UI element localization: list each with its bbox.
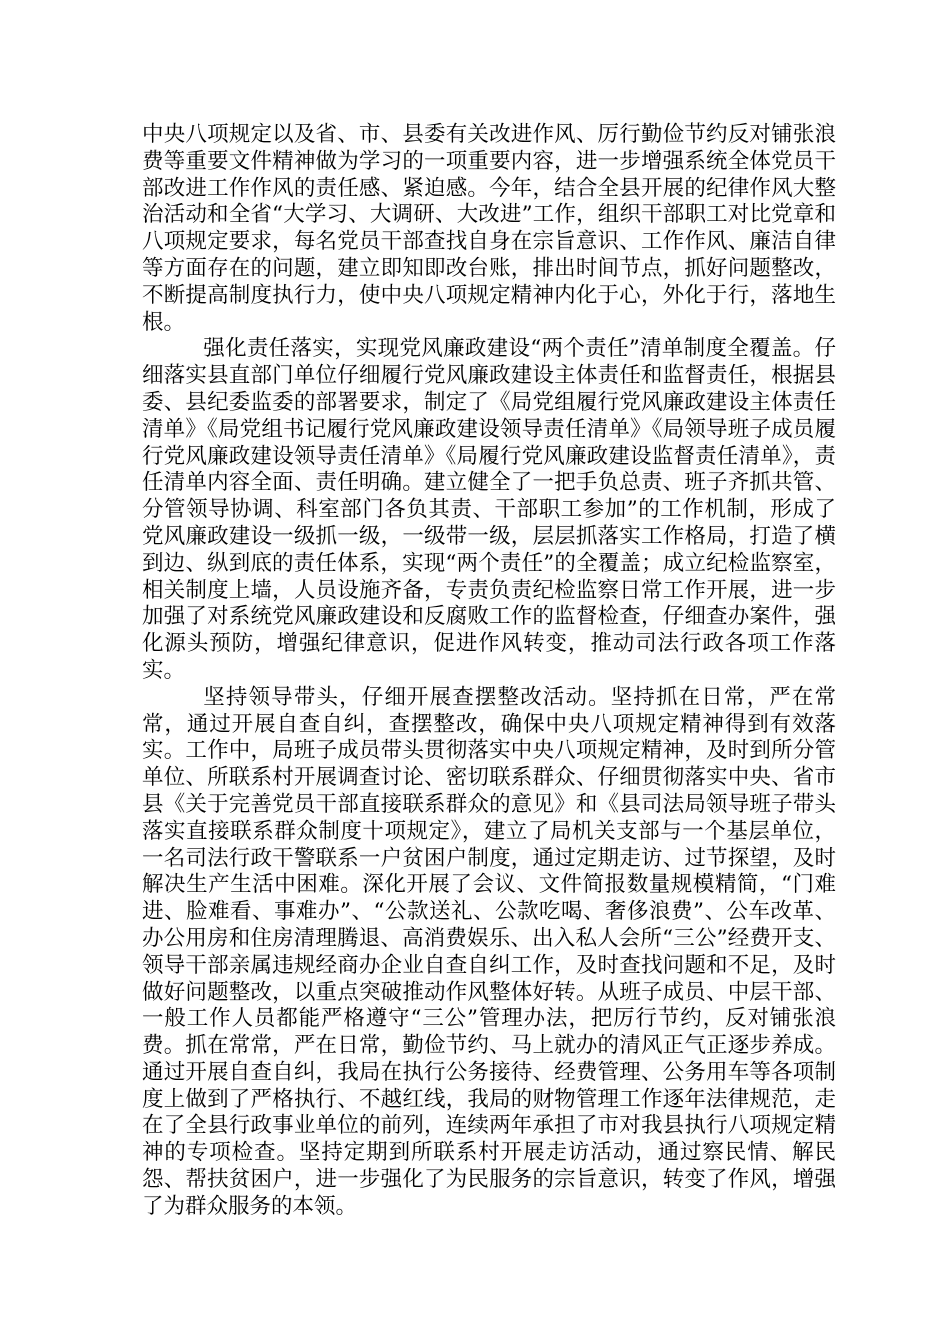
paragraph-study-central-regulations: 中央八项规定以及省、市、县委有关改进作风、厉行勤俭节约反对铺张浪费等重要文件精神做为学习的一项重要内容，进一步增强系统全体党员干部改进工作作风的责任感、紧迫感。今年，结合全县开展的纪律作风大整治活动和全省“大学习、大调研、大改进”工作，组织干部职工对比党章和八项规定要求，每名党员干部查找自身在宗旨意识、工作作风、廉洁自律等方面存在的问题，建立即知即改台账，排出时间节点，抓好问题整改，不断提高制度执行力，使中央八项规定精神内化于心，外化于行，落地生根。 — [142, 122, 836, 335]
paragraph-responsibility-implementation: 强化责任落实，实现党风廉政建设“两个责任”清单制度全覆盖。仔细落实县直部门单位仔细履行党风廉政建设主体责任和监督责任，根据县委、县纪委监委的部署要求，制定了《局党组履行党风廉政建设主体责任清单》《局党组书记履行党风廉政建设领导责任清单》《局领导班子成员履行党风廉政建设领导责任清单》《局履行党风廉政建设监督责任清单》，责任清单内容全面、责任明确。建立健全了一把手负总责、班子齐抓共管、分管领导协调、科室部门各负其责、干部职工参加”的工作机制，形成了党风廉政建设一级抓一级，一级带一级，层层抓落实工作格局，打造了横到边、纵到底的责任体系，实现“两个责任”的全覆盖；成立纪检监察室，相关制度上墙，人员设施齐备，专责负责纪检监察日常工作开展，进一步加强了对系统党风廉政建设和反腐败工作的监督检查，仔细查办案件，强化源头预防，增强纪律意识，促进作风转变，推动司法行政各项工作落实。 — [142, 336, 836, 683]
document-body — [142, 122, 836, 1221]
paragraph-leadership-rectification: 坚持领导带头，仔细开展查摆整改活动。坚持抓在日常，严在常常，通过开展自查自纠，查摆整改，确保中央八项规定精神得到有效落实。工作中，局班子成员带头贯彻落实中央八项规定精神，及时到所分管单位、所联系村开展调查讨论、密切联系群众、仔细贯彻落实中央、省市县《关于完善党员干部直接联系群众的意见》和《县司法局领导班子带头落实直接联系群众制度十项规定》，建立了局机关支部与一个基层单位，一名司法行政干警联系一户贫困户制度，通过定期走访、过节探望，及时解决生产生活中困难。深化开展了会议、文件简报数量规模精简，“门难进、脸难看、事难办”、“公款送礼、公款吃喝、奢侈浪费”、公车改革、办公用房和住房清理腾退、高消费娱乐、出入私人会所“三公”经费开支、领导干部亲属违规经商办企业自查自纠工作，及时查找问题和不足，及时做好问题整改，以重点突破推动作风整体好转。从班子成员、中层干部、一般工作人员都能严格遵守“三公”管理办法，把厉行节约，反对铺张浪费。抓在常常，严在日常，勤俭节约、马上就办的清风正气正逐步养成。通过开展自查自纠，我局在执行公务接待、经费管理、公务用车等各项制度上做到了严格执行、不越红线，我局的财物管理工作逐年法律规范，走在了全县行政事业单位的前列，连续两年承担了市对我县执行八项规定精神的专项检查。坚持定期到所联系村开展走访活动，通过察民情、解民怨、帮扶贫困户，进一步强化了为民服务的宗旨意识，转变了作风，增强了为群众服务的本领。 — [142, 684, 836, 1219]
